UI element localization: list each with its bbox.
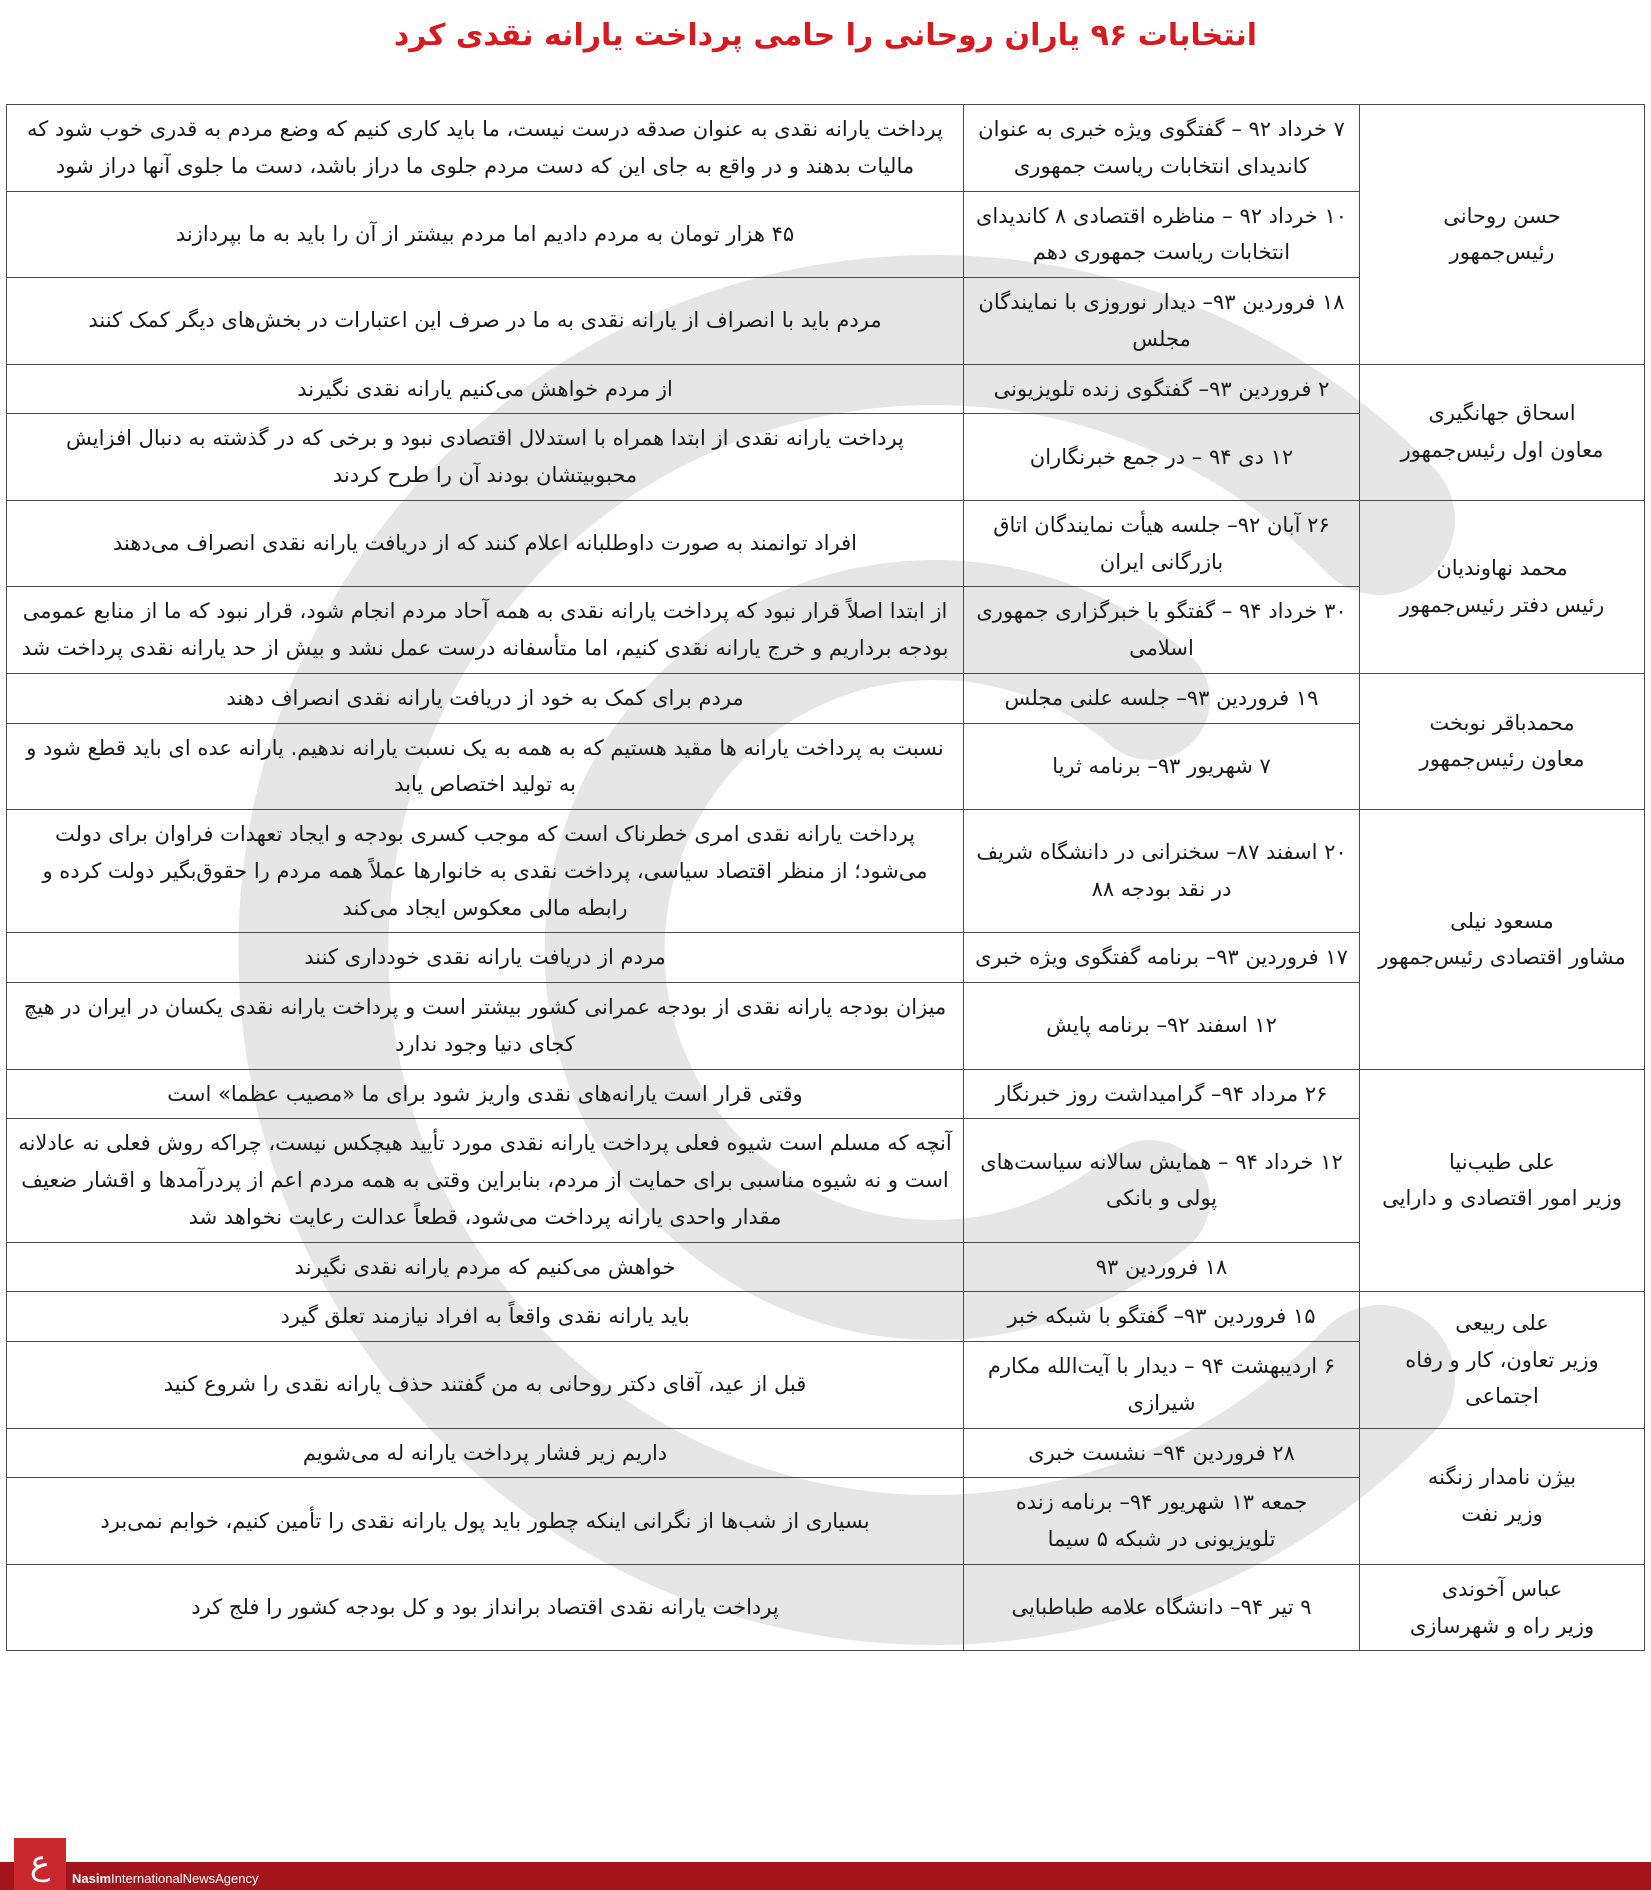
date-cell: ۷ خرداد ۹۲ – گفتگوی ویژه خبری به عنوان کاندیدای انتخابات ریاست جمهوری: [964, 105, 1360, 192]
date-cell: ۱۸ فروردین ۹۳– دیدار نوروزی با نمایندگان مجلس: [964, 278, 1360, 365]
quote-cell: قبل از عید، آقای دکتر روحانی به من گفتند حذف یارانه نقدی را شروع کنید: [7, 1342, 964, 1429]
person-name: علی طیب‌نیا: [1449, 1149, 1555, 1174]
date-cell: ۲ فروردین ۹۳– گفتگوی زنده تلویزیونی: [964, 364, 1360, 414]
quote-cell: از مردم خواهش می‌کنیم یارانه نقدی نگیرند: [7, 364, 964, 414]
person-cell: [1360, 364, 1645, 500]
quote-cell: داریم زیر فشار پرداخت یارانه له می‌شویم: [7, 1428, 964, 1478]
person-role: معاون رئیس‌جمهور: [1419, 747, 1585, 772]
person-name: علی ربیعی: [1455, 1310, 1549, 1335]
statements-table: [6, 104, 1645, 1651]
person-name: بیژن نامدار زنگنه: [1427, 1465, 1577, 1490]
date-cell: ۱۲ خرداد ۹۴ – همایش سالانه سیاست‌های پولی و بانکی: [964, 1119, 1360, 1242]
quote-cell: میزان بودجه یارانه نقدی از بودجه عمرانی کشور بیشتر است و پرداخت یارانه نقدی یکسان در ایران در هیچ کجای دنیا وجود ندارد: [7, 983, 964, 1070]
table-row: [7, 1292, 1645, 1342]
quote-cell: مردم برای کمک به خود از دریافت یارانه نقدی انصراف دهند: [7, 673, 964, 723]
table-row: [7, 673, 1645, 723]
date-cell: ۲۸ فروردین ۹۴– نشست خبری: [964, 1428, 1360, 1478]
quote-cell: پرداخت یارانه نقدی از ابتدا همراه با استدلال اقتصادی نبود و برخی که در گذشته به دنبال افزایش محبوبیتشان بودند آن را طرح کردند: [7, 414, 964, 501]
date-cell: ۱۷ فروردین ۹۳– برنامه گفتگوی ویژه خبری: [964, 933, 1360, 983]
quote-cell: باید یارانه نقدی واقعاً به افراد نیازمند تعلق گیرد: [7, 1292, 964, 1342]
date-cell: ۷ شهریور ۹۳– برنامه ثریا: [964, 723, 1360, 810]
date-cell: ۱۲ دی ۹۴ – در جمع خبرنگاران: [964, 414, 1360, 501]
quote-cell: افراد توانمند به صورت داوطلبانه اعلام کنند که از دریافت یارانه نقدی انصراف می‌دهند: [7, 500, 964, 587]
date-cell: ۲۰ اسفند ۸۷– سخنرانی در دانشگاه شریف در نقد بودجه ۸۸: [964, 810, 1360, 933]
quote-cell: مردم از دریافت یارانه نقدی خودداری کنند: [7, 933, 964, 983]
person-name: محمد نهاوندیان: [1436, 556, 1568, 580]
table-row: [7, 810, 1645, 933]
date-cell: ۲۶ آبان ۹۲– جلسه هیأت نمایندگان اتاق بازرگانی ایران: [964, 500, 1360, 587]
person-role: رئیس دفتر رئیس‌جمهور: [1399, 592, 1605, 617]
person-role: مشاور اقتصادی رئیس‌جمهور: [1378, 945, 1626, 970]
person-role: معاون اول رئیس‌جمهور: [1400, 438, 1604, 463]
person-name: عباس آخوندی: [1441, 1576, 1563, 1601]
table-row: [7, 1428, 1645, 1478]
person-name: محمدباقر نوبخت: [1429, 710, 1575, 735]
person-cell: [1360, 105, 1645, 365]
person-cell: [1360, 810, 1645, 1070]
date-cell: ۱۵ فروردین ۹۳– گفتگو با شبکه خبر: [964, 1292, 1360, 1342]
agency-logo-icon: ع: [14, 1838, 66, 1890]
person-cell: [1360, 1428, 1645, 1564]
date-cell: ۱۲ اسفند ۹۲– برنامه پایش: [964, 983, 1360, 1070]
table-row: [7, 364, 1645, 414]
person-role: وزیر راه و شهرسازی: [1409, 1613, 1595, 1638]
agency-name: NasimInternationalNewsAgency: [72, 1871, 259, 1886]
person-role: وزیر تعاون، کار و رفاه اجتماعی: [1405, 1347, 1599, 1409]
quote-cell: خواهش می‌کنیم که مردم یارانه نقدی نگیرند: [7, 1242, 964, 1292]
person-cell: [1360, 1292, 1645, 1428]
person-role: وزیر نفت: [1461, 1502, 1543, 1527]
date-cell: ۹ تیر ۹۴– دانشگاه علامه طباطبایی: [964, 1564, 1360, 1651]
person-name: اسحاق جهانگیری: [1428, 401, 1576, 426]
quote-cell: بسیاری از شب‌ها از نگرانی اینکه چطور باید پول یارانه نقدی را تأمین کنیم، خوابم نمی‌برد: [7, 1478, 964, 1565]
person-name: حسن روحانی: [1443, 203, 1561, 228]
person-cell: [1360, 1564, 1645, 1651]
person-cell: [1360, 500, 1645, 673]
person-cell: [1360, 1069, 1645, 1292]
person-name: مسعود نیلی: [1450, 908, 1554, 933]
table-row: [7, 1069, 1645, 1119]
quote-cell: آنچه که مسلم است شیوه فعلی پرداخت یارانه نقدی مورد تأیید هیچکس نیست، چراکه روش فعلی نه عادلانه است و نه شیوه مناسبی برای حمایت از مردم، بنابراین وقتی به همه مردم اعم از پردرآمدها و اقشار ضعیف مقدار واحدی یارانه پرداخت می‌شود، قطعاً عدالت رعایت نخواهد شد: [7, 1119, 964, 1242]
date-cell: جمعه ۱۳ شهریور ۹۴– برنامه زنده تلویزیونی در شبکه ۵ سیما: [964, 1478, 1360, 1565]
person-cell: [1360, 673, 1645, 809]
date-cell: ۱۸ فروردین ۹۳: [964, 1242, 1360, 1292]
table-row: [7, 105, 1645, 192]
date-cell: ۲۶ مرداد ۹۴– گرامیداشت روز خبرنگار: [964, 1069, 1360, 1119]
quote-cell: ۴۵ هزار تومان به مردم دادیم اما مردم بیشتر از آن را باید به ما بپردازند: [7, 191, 964, 278]
date-cell: ۱۰ خرداد ۹۲ – مناظره اقتصادی ۸ کاندیدای انتخابات ریاست جمهوری دهم: [964, 191, 1360, 278]
date-cell: ۳۰ خرداد ۹۴ – گفتگو با خبرگزاری جمهوری اسلامی: [964, 587, 1360, 674]
quote-cell: نسبت به پرداخت یارانه ها مقید هستیم که به همه به یک نسبت یارانه ندهیم. یارانه عده ای باید قطع شود و به تولید اختصاص یابد: [7, 723, 964, 810]
quote-cell: از ابتدا اصلاً قرار نبود که پرداخت یارانه نقدی به همه آحاد مردم انجام شود، قرار نبود که ما از منابع عمومی بودجه برداریم و خرج یارانه نقدی کنیم، اما متأسفانه درست عمل نشد و بیش از حد یارانه نقدی پرداخت شد: [7, 587, 964, 674]
quote-cell: پرداخت یارانه نقدی به عنوان صدقه درست نیست، ما باید کاری کنیم که وضع مردم به قدری خوب شود که مالیات بدهند و در واقع به جای این که دست مردم جلوی ما دراز باشد، دست ما جلوی آنها دراز شود: [7, 105, 964, 192]
quote-cell: وقتی قرار است یارانه‌های نقدی واریز شود برای ما «مصیب عظما» است: [7, 1069, 964, 1119]
page-title: انتخابات ۹۶ یاران روحانی را حامی پرداخت یارانه نقدی کرد: [393, 18, 1258, 53]
table-row: [7, 1564, 1645, 1651]
quote-cell: پرداخت یارانه نقدی امری خطرناک است که موجب کسری بودجه و ایجاد تعهدات فراوان برای دولت می‌شود؛ از منظر اقتصاد سیاسی، پرداخت نقدی به خانوارها عملاً همه مردم را حقوق‌بگیر دولت کرده و رابطه مالی معکوس ایجاد می‌کند: [7, 810, 964, 933]
quote-cell: پرداخت یارانه نقدی اقتصاد برانداز بود و کل بودجه کشور را فلج کرد: [7, 1564, 964, 1651]
person-role: وزیر امور اقتصادی و دارایی: [1382, 1186, 1622, 1211]
date-cell: ۶ اردیبهشت ۹۴ – دیدار با آیت‌الله مکارم شیرازی: [964, 1342, 1360, 1429]
date-cell: ۱۹ فروردین ۹۳– جلسه علنی مجلس: [964, 673, 1360, 723]
table-row: [7, 500, 1645, 587]
quote-cell: مردم باید با انصراف از یارانه نقدی به ما در صرف این اعتبارات در بخش‌های دیگر کمک کنند: [7, 278, 964, 365]
person-role: رئیس‌جمهور: [1449, 240, 1555, 265]
